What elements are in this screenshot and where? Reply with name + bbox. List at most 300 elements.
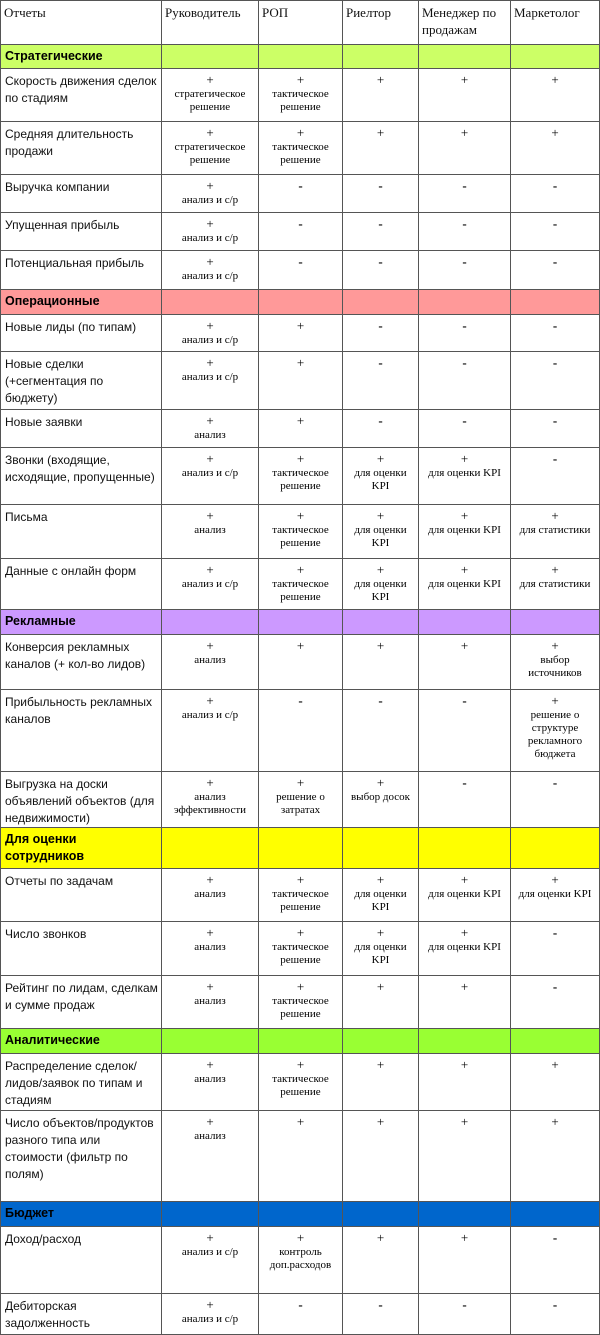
plus-mark: + bbox=[206, 413, 214, 428]
purpose-note: анализ bbox=[194, 995, 226, 1007]
role-cell bbox=[419, 251, 511, 290]
report-name: Средняя длительность продажи bbox=[1, 122, 162, 175]
minus-mark: - bbox=[462, 1297, 467, 1312]
role-cell bbox=[419, 559, 511, 610]
section-cell bbox=[419, 828, 511, 869]
purpose-note: анализ и с/р bbox=[181, 709, 239, 721]
header-director: Руководитель bbox=[162, 1, 259, 45]
purpose-note: анализ и с/р bbox=[181, 467, 239, 479]
role-cell bbox=[162, 448, 259, 505]
table-row bbox=[1, 251, 600, 290]
section-cell bbox=[343, 290, 419, 315]
purpose-note: для статистики bbox=[519, 578, 591, 590]
plus-mark: + bbox=[551, 1114, 559, 1129]
minus-mark: - bbox=[378, 1297, 383, 1312]
role-cell bbox=[511, 315, 600, 352]
section-cell bbox=[511, 1029, 600, 1054]
minus-mark: - bbox=[462, 355, 467, 370]
purpose-note: анализ и с/р bbox=[181, 194, 239, 206]
role-cell bbox=[343, 772, 419, 828]
plus-mark: + bbox=[206, 1230, 214, 1245]
plus-mark: + bbox=[206, 638, 214, 653]
section-cell bbox=[419, 1029, 511, 1054]
role-cell bbox=[343, 505, 419, 559]
table-row bbox=[1, 1111, 600, 1202]
minus-mark: - bbox=[378, 693, 383, 708]
table-row bbox=[1, 635, 600, 690]
role-cell bbox=[511, 410, 600, 448]
role-cell bbox=[162, 213, 259, 251]
section-row bbox=[1, 1202, 600, 1227]
role-cell bbox=[511, 1054, 600, 1111]
role-cell bbox=[343, 1227, 419, 1294]
plus-mark: + bbox=[206, 508, 214, 523]
plus-mark: + bbox=[206, 72, 214, 87]
section-cell bbox=[259, 1029, 343, 1054]
plus-mark: + bbox=[296, 925, 305, 940]
table-row bbox=[1, 976, 600, 1029]
role-cell bbox=[511, 213, 600, 251]
role-cell bbox=[419, 448, 511, 505]
role-cell bbox=[259, 772, 343, 828]
role-cell bbox=[419, 352, 511, 410]
plus-mark: + bbox=[376, 872, 385, 887]
purpose-note: анализ и с/р bbox=[181, 334, 239, 346]
plus-mark: + bbox=[296, 1230, 305, 1245]
minus-mark: - bbox=[552, 413, 558, 428]
minus-mark: - bbox=[378, 355, 383, 370]
role-cell bbox=[259, 690, 343, 772]
role-cell bbox=[419, 1294, 511, 1335]
role-cell bbox=[343, 315, 419, 352]
header-rop: РОП bbox=[259, 1, 343, 45]
section-cell bbox=[511, 828, 600, 869]
purpose-note: для оценки KPI bbox=[354, 524, 407, 549]
table-row bbox=[1, 448, 600, 505]
table-row bbox=[1, 1294, 600, 1335]
plus-mark: + bbox=[206, 1057, 214, 1072]
section-cell bbox=[162, 1202, 259, 1227]
purpose-note: тактическое решение bbox=[272, 941, 329, 966]
report-name: Выгрузка на доски объявлений объектов (для недвижимости) bbox=[1, 772, 162, 828]
table-row bbox=[1, 505, 600, 559]
section-cell bbox=[343, 1202, 419, 1227]
plus-mark: + bbox=[296, 979, 305, 994]
role-cell bbox=[511, 922, 600, 976]
purpose-note: для оценки KPI bbox=[354, 941, 407, 966]
minus-mark: - bbox=[462, 693, 467, 708]
role-cell bbox=[162, 352, 259, 410]
role-cell bbox=[162, 175, 259, 213]
plus-mark: + bbox=[460, 1114, 469, 1129]
section-cell bbox=[259, 610, 343, 635]
role-cell bbox=[343, 251, 419, 290]
plus-mark: + bbox=[460, 638, 469, 653]
report-name: Скорость движения сделок по стадиям bbox=[1, 69, 162, 122]
role-cell bbox=[162, 869, 259, 922]
minus-mark: - bbox=[378, 413, 383, 428]
table-row bbox=[1, 559, 600, 610]
report-name: Рейтинг по лидам, сделкам и сумме продаж bbox=[1, 976, 162, 1029]
role-cell bbox=[162, 976, 259, 1029]
plus-mark: + bbox=[460, 562, 469, 577]
role-cell bbox=[343, 1294, 419, 1335]
section-row bbox=[1, 610, 600, 635]
table-row bbox=[1, 772, 600, 828]
role-cell bbox=[511, 448, 600, 505]
table-row bbox=[1, 410, 600, 448]
report-name: Упущенная прибыль bbox=[1, 213, 162, 251]
role-cell bbox=[511, 251, 600, 290]
section-cell bbox=[343, 45, 419, 69]
header-sales-manager: Менеджер по продажам bbox=[419, 1, 511, 45]
role-cell bbox=[259, 869, 343, 922]
role-cell bbox=[162, 315, 259, 352]
role-cell bbox=[419, 213, 511, 251]
purpose-note: для оценки KPI bbox=[354, 888, 407, 913]
minus-mark: - bbox=[552, 318, 558, 333]
table-row bbox=[1, 175, 600, 213]
plus-mark: + bbox=[376, 562, 385, 577]
plus-mark: + bbox=[296, 125, 305, 140]
section-row bbox=[1, 1029, 600, 1054]
role-cell bbox=[162, 410, 259, 448]
section-cell bbox=[419, 610, 511, 635]
report-name: Звонки (входящие, исходящие, пропущенные) bbox=[1, 448, 162, 505]
plus-mark: + bbox=[296, 451, 305, 466]
role-cell bbox=[343, 635, 419, 690]
role-cell bbox=[343, 69, 419, 122]
plus-mark: + bbox=[376, 775, 385, 790]
role-cell bbox=[511, 69, 600, 122]
role-cell bbox=[511, 1111, 600, 1202]
plus-mark: + bbox=[551, 693, 559, 708]
plus-mark: + bbox=[376, 638, 385, 653]
purpose-note: анализ и с/р bbox=[181, 1246, 239, 1258]
section-cell bbox=[162, 610, 259, 635]
purpose-note: анализ bbox=[194, 888, 226, 900]
role-cell bbox=[259, 352, 343, 410]
report-name: Новые заявки bbox=[1, 410, 162, 448]
plus-mark: + bbox=[460, 1057, 469, 1072]
report-name: Выручка компании bbox=[1, 175, 162, 213]
role-cell bbox=[162, 1227, 259, 1294]
section-title: Стратегические bbox=[1, 45, 162, 69]
minus-mark: - bbox=[552, 254, 558, 269]
minus-mark: - bbox=[552, 216, 558, 231]
purpose-note: анализ и с/р bbox=[181, 371, 239, 383]
plus-mark: + bbox=[206, 318, 214, 333]
minus-mark: - bbox=[378, 254, 383, 269]
purpose-note: стратегическое решение bbox=[174, 141, 246, 166]
role-cell bbox=[511, 559, 600, 610]
minus-mark: - bbox=[462, 775, 467, 790]
role-cell bbox=[259, 1111, 343, 1202]
purpose-note: тактическое решение bbox=[272, 578, 329, 603]
role-cell bbox=[511, 175, 600, 213]
role-cell bbox=[419, 690, 511, 772]
role-cell bbox=[162, 690, 259, 772]
role-cell bbox=[511, 690, 600, 772]
plus-mark: + bbox=[206, 451, 214, 466]
role-cell bbox=[162, 1294, 259, 1335]
plus-mark: + bbox=[551, 125, 559, 140]
purpose-note: для оценки KPI bbox=[518, 888, 592, 900]
minus-mark: - bbox=[298, 1297, 303, 1312]
header-reports: Отчеты bbox=[1, 1, 162, 45]
role-cell bbox=[511, 1227, 600, 1294]
purpose-note: для оценки KPI bbox=[428, 524, 501, 536]
plus-mark: + bbox=[206, 355, 214, 370]
role-cell bbox=[259, 1227, 343, 1294]
purpose-note: анализ bbox=[194, 1073, 226, 1085]
section-cell bbox=[162, 828, 259, 869]
role-cell bbox=[511, 505, 600, 559]
role-cell bbox=[162, 922, 259, 976]
role-cell bbox=[511, 122, 600, 175]
purpose-note: тактическое решение bbox=[272, 524, 329, 549]
section-cell bbox=[343, 1029, 419, 1054]
table-row bbox=[1, 690, 600, 772]
plus-mark: + bbox=[206, 178, 214, 193]
role-cell bbox=[419, 635, 511, 690]
plus-mark: + bbox=[376, 125, 385, 140]
header-marketer: Маркетолог bbox=[511, 1, 600, 45]
minus-mark: - bbox=[298, 693, 303, 708]
plus-mark: + bbox=[206, 1297, 214, 1312]
role-cell bbox=[259, 122, 343, 175]
role-cell bbox=[419, 122, 511, 175]
role-cell bbox=[343, 869, 419, 922]
role-cell bbox=[511, 1294, 600, 1335]
purpose-note: анализ эффективности bbox=[173, 791, 247, 816]
section-cell bbox=[343, 610, 419, 635]
section-cell bbox=[511, 610, 600, 635]
report-name: Отчеты по задачам bbox=[1, 869, 162, 922]
report-name: Дебиторская задолженность bbox=[1, 1294, 162, 1335]
role-cell bbox=[419, 175, 511, 213]
role-cell bbox=[259, 922, 343, 976]
plus-mark: + bbox=[376, 1114, 385, 1129]
plus-mark: + bbox=[206, 1114, 214, 1129]
table-row bbox=[1, 922, 600, 976]
section-cell bbox=[162, 1029, 259, 1054]
section-cell bbox=[162, 45, 259, 69]
table-row bbox=[1, 1054, 600, 1111]
purpose-note: анализ bbox=[194, 941, 226, 953]
minus-mark: - bbox=[552, 451, 558, 466]
minus-mark: - bbox=[378, 318, 383, 333]
plus-mark: + bbox=[551, 1057, 559, 1072]
plus-mark: + bbox=[460, 72, 469, 87]
section-title: Операционные bbox=[1, 290, 162, 315]
role-cell bbox=[162, 635, 259, 690]
section-cell bbox=[162, 290, 259, 315]
role-cell bbox=[259, 559, 343, 610]
minus-mark: - bbox=[298, 216, 303, 231]
role-cell bbox=[343, 352, 419, 410]
plus-mark: + bbox=[376, 508, 385, 523]
role-cell bbox=[419, 976, 511, 1029]
role-cell bbox=[259, 69, 343, 122]
plus-mark: + bbox=[460, 125, 469, 140]
role-cell bbox=[162, 1054, 259, 1111]
plus-mark: + bbox=[296, 508, 305, 523]
plus-mark: + bbox=[296, 638, 305, 653]
role-cell bbox=[259, 251, 343, 290]
purpose-note: для оценки KPI bbox=[354, 467, 407, 492]
report-name: Прибыльность рекламных каналов bbox=[1, 690, 162, 772]
plus-mark: + bbox=[296, 775, 305, 790]
role-cell bbox=[511, 772, 600, 828]
report-name: Потенциальная прибыль bbox=[1, 251, 162, 290]
purpose-note: тактическое решение bbox=[272, 467, 329, 492]
header-realtor: Риелтор bbox=[343, 1, 419, 45]
plus-mark: + bbox=[460, 979, 469, 994]
role-cell bbox=[343, 1111, 419, 1202]
purpose-note: выбор источников bbox=[528, 654, 582, 679]
table-row bbox=[1, 869, 600, 922]
section-cell bbox=[343, 828, 419, 869]
table-row bbox=[1, 69, 600, 122]
role-cell bbox=[162, 69, 259, 122]
header-row bbox=[1, 1, 600, 45]
role-cell bbox=[259, 410, 343, 448]
section-cell bbox=[419, 290, 511, 315]
purpose-note: анализ и с/р bbox=[181, 270, 239, 282]
plus-mark: + bbox=[206, 872, 214, 887]
minus-mark: - bbox=[462, 413, 467, 428]
plus-mark: + bbox=[551, 872, 559, 887]
plus-mark: + bbox=[296, 413, 305, 428]
purpose-note: тактическое решение bbox=[272, 88, 329, 113]
report-name: Число объектов/продуктов разного типа или стоимости (фильтр по полям) bbox=[1, 1111, 162, 1202]
role-cell bbox=[259, 213, 343, 251]
role-cell bbox=[343, 922, 419, 976]
table-row bbox=[1, 1227, 600, 1294]
plus-mark: + bbox=[551, 638, 559, 653]
plus-mark: + bbox=[376, 979, 385, 994]
minus-mark: - bbox=[552, 979, 558, 994]
minus-mark: - bbox=[462, 318, 467, 333]
purpose-note: решение о затратах bbox=[276, 791, 325, 816]
role-cell bbox=[162, 772, 259, 828]
role-cell bbox=[162, 122, 259, 175]
purpose-note: для статистики bbox=[519, 524, 591, 536]
role-cell bbox=[419, 869, 511, 922]
role-cell bbox=[343, 410, 419, 448]
plus-mark: + bbox=[551, 562, 559, 577]
plus-mark: + bbox=[206, 775, 214, 790]
purpose-note: анализ bbox=[194, 654, 226, 666]
purpose-note: анализ и с/р bbox=[181, 578, 239, 590]
minus-mark: - bbox=[462, 254, 467, 269]
plus-mark: + bbox=[206, 562, 214, 577]
plus-mark: + bbox=[296, 1114, 305, 1129]
plus-mark: + bbox=[296, 872, 305, 887]
plus-mark: + bbox=[376, 451, 385, 466]
role-cell bbox=[511, 635, 600, 690]
purpose-note: контроль доп.расходов bbox=[269, 1246, 332, 1271]
role-cell bbox=[511, 976, 600, 1029]
role-cell bbox=[419, 1227, 511, 1294]
report-name: Распределение сделок/лидов/заявок по типам и стадиям bbox=[1, 1054, 162, 1111]
purpose-note: анализ и с/р bbox=[181, 232, 239, 244]
purpose-note: анализ bbox=[194, 429, 226, 441]
role-cell bbox=[343, 213, 419, 251]
minus-mark: - bbox=[552, 1230, 558, 1245]
purpose-note: стратегическое решение bbox=[174, 88, 246, 113]
purpose-note: анализ bbox=[194, 524, 226, 536]
table-row bbox=[1, 352, 600, 410]
minus-mark: - bbox=[552, 178, 558, 193]
role-cell bbox=[259, 1054, 343, 1111]
role-cell bbox=[419, 1111, 511, 1202]
role-cell bbox=[419, 69, 511, 122]
plus-mark: + bbox=[460, 872, 469, 887]
section-cell bbox=[511, 290, 600, 315]
minus-mark: - bbox=[552, 775, 558, 790]
table-row bbox=[1, 122, 600, 175]
plus-mark: + bbox=[296, 318, 305, 333]
role-cell bbox=[419, 315, 511, 352]
section-title: Рекламные bbox=[1, 610, 162, 635]
plus-mark: + bbox=[551, 72, 559, 87]
role-cell bbox=[259, 448, 343, 505]
minus-mark: - bbox=[378, 216, 383, 231]
plus-mark: + bbox=[206, 979, 214, 994]
role-cell bbox=[162, 251, 259, 290]
plus-mark: + bbox=[376, 1057, 385, 1072]
section-cell bbox=[259, 1202, 343, 1227]
section-row bbox=[1, 828, 600, 869]
section-row bbox=[1, 290, 600, 315]
report-name: Письма bbox=[1, 505, 162, 559]
plus-mark: + bbox=[376, 1230, 385, 1245]
minus-mark: - bbox=[552, 925, 558, 940]
section-row bbox=[1, 45, 600, 69]
minus-mark: - bbox=[298, 178, 303, 193]
section-cell bbox=[511, 45, 600, 69]
purpose-note: для оценки KPI bbox=[428, 888, 501, 900]
table-row bbox=[1, 315, 600, 352]
purpose-note: для оценки KPI bbox=[428, 941, 501, 953]
table-row bbox=[1, 213, 600, 251]
plus-mark: + bbox=[376, 72, 385, 87]
section-cell bbox=[259, 828, 343, 869]
role-cell bbox=[419, 772, 511, 828]
plus-mark: + bbox=[460, 451, 469, 466]
role-cell bbox=[511, 869, 600, 922]
plus-mark: + bbox=[460, 1230, 469, 1245]
role-cell bbox=[419, 410, 511, 448]
purpose-note: анализ bbox=[194, 1130, 226, 1142]
role-cell bbox=[259, 505, 343, 559]
report-name: Новые сделки (+сегментация по бюджету) bbox=[1, 352, 162, 410]
purpose-note: тактическое решение bbox=[272, 888, 329, 913]
section-title: Аналитические bbox=[1, 1029, 162, 1054]
plus-mark: + bbox=[296, 562, 305, 577]
report-name: Конверсия рекламных каналов (+ кол-во лидов) bbox=[1, 635, 162, 690]
role-cell bbox=[343, 976, 419, 1029]
role-cell bbox=[343, 122, 419, 175]
role-cell bbox=[162, 505, 259, 559]
section-title: Бюджет bbox=[1, 1202, 162, 1227]
role-cell bbox=[343, 1054, 419, 1111]
role-cell bbox=[259, 1294, 343, 1335]
purpose-note: для оценки KPI bbox=[354, 578, 407, 603]
role-cell bbox=[419, 1054, 511, 1111]
